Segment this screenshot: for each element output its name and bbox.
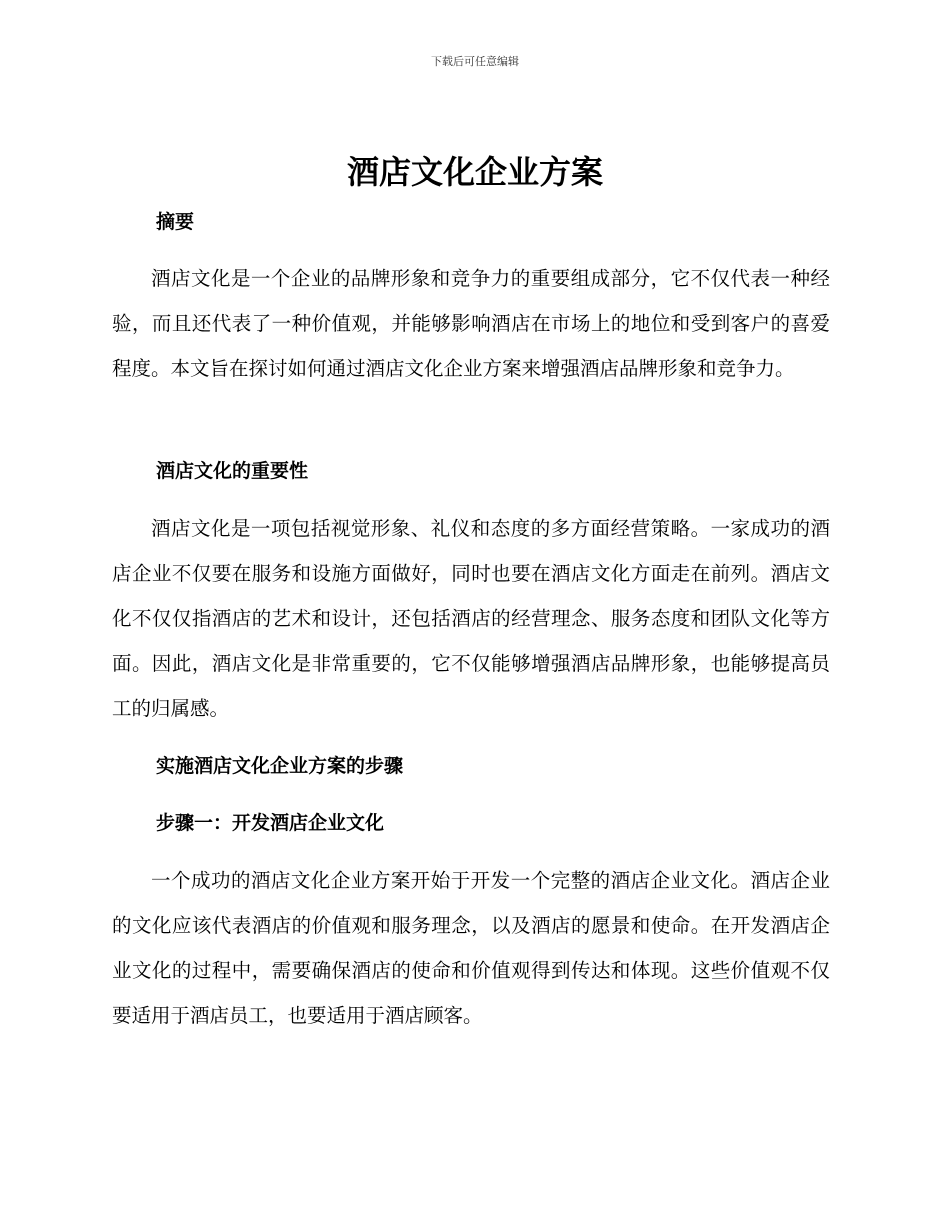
section-heading-step-one: 步骤一：开发酒店企业文化 [156,812,385,834]
section-paragraph-step-one: 一个成功的酒店文化企业方案开始于开发一个完整的酒店企业文化。酒店企业的文化应该代表酒店的价值观和服务理念，以及酒店的愿景和使命。在开发酒店企业文化的过程中，需要确保酒店的使命和价值观得到传达和体现。这些价值观不仅要适用于酒店员工，也要适用于酒店顾客。 [112,869,830,1027]
document-title: 酒店文化企业方案 [346,153,603,191]
section-heading-abstract: 摘要 [156,211,195,233]
section-heading-steps: 实施酒店文化企业方案的步骤 [156,755,404,777]
document-body [112,0,830,1230]
section-paragraph-abstract: 酒店文化是一个企业的品牌形象和竞争力的重要组成部分，它不仅代表一种经验，而且还代表了一种价值观，并能够影响酒店在市场上的地位和受到客户的喜爱程度。本文旨在探讨如何通过酒店文化企业方案来增强酒店品牌形象和竞争力。 [112,267,830,380]
section-heading-importance: 酒店文化的重要性 [156,460,309,482]
header-note: 下载后可任意编辑 [431,55,519,68]
section-paragraph-importance: 酒店文化是一项包括视觉形象、礼仪和态度的多方面经营策略。一家成功的酒店企业不仅要在服务和设施方面做好，同时也要在酒店文化方面走在前列。酒店文化不仅仅指酒店的艺术和设计，还包括酒店的经营理念、服务态度和团队文化等方面。因此，酒店文化是非常重要的，它不仅能够增强酒店品牌形象，也能够提高员工的归属感。 [112,517,830,720]
